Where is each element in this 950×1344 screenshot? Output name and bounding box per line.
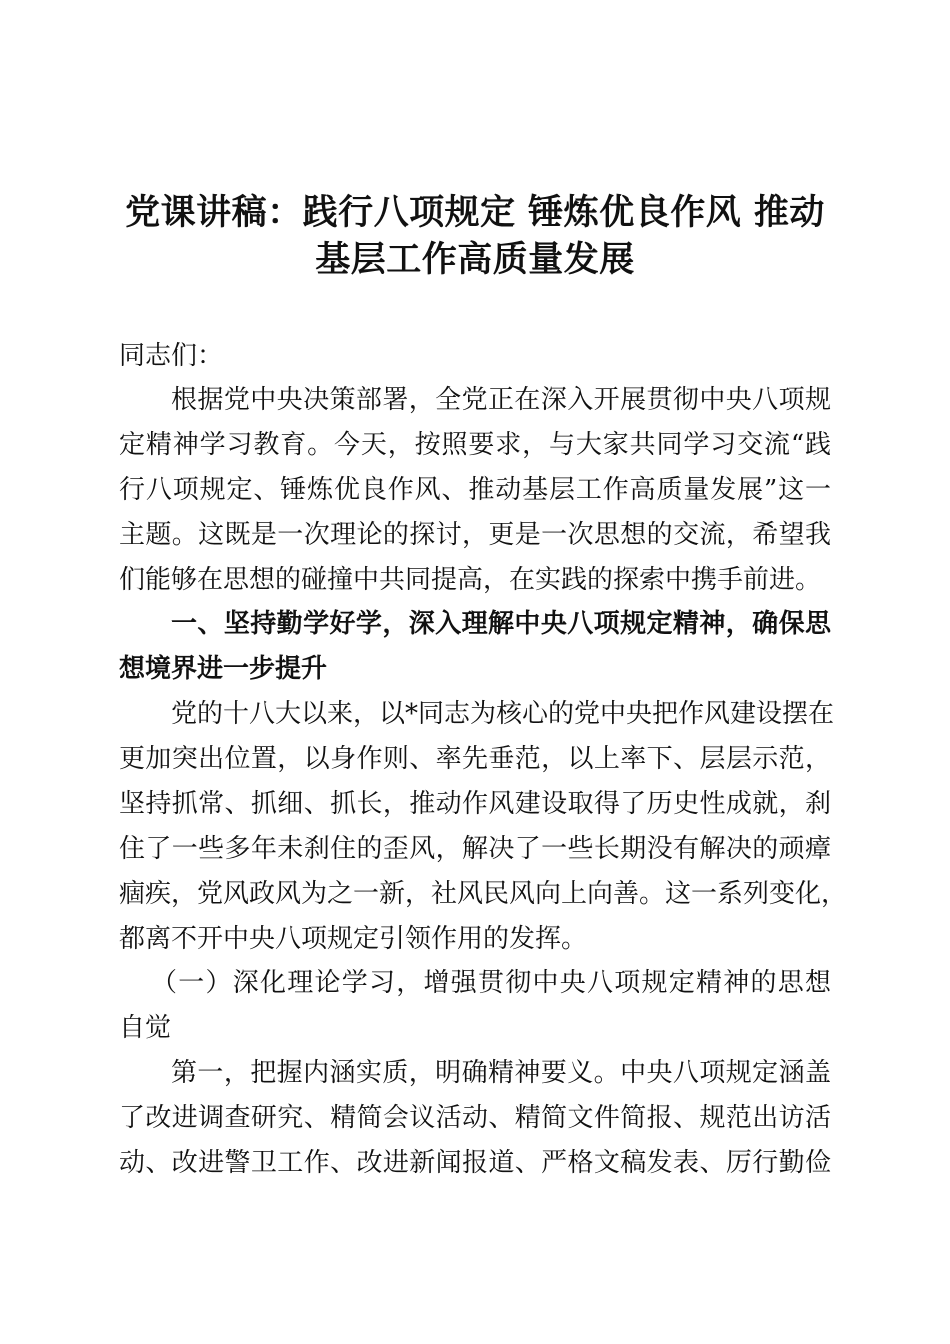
subsection-heading-line: 自觉 (119, 1013, 172, 1043)
body-line: 住了一些多年未刹住的歪风，解决了一些长期没有解决的顽瘴 (119, 834, 831, 864)
body-line: 了改进调查研究、精简会议活动、精简文件简报、规范出访活 (119, 1103, 831, 1133)
body-line: 定精神学习教育。今天，按照要求，与大家共同学习交流“践 (119, 430, 831, 460)
body-line: 痼疾，党风政风为之一新，社风民风向上向善。这一系列变化， (119, 879, 848, 909)
body-line: 动、改进警卫工作、改进新闻报道、严格文稿发表、厉行勤俭 (119, 1148, 831, 1178)
body-line: 坚持抓常、抓细、抓长，推动作风建设取得了历史性成就，刹 (119, 789, 831, 819)
body-line: 行八项规定、锤炼优良作风、推动基层工作高质量发展”这一 (119, 475, 831, 505)
body-line: 更加突出位置，以身作则、率先垂范，以上率下、层层示范， (119, 744, 831, 774)
document-title-line-1: 党课讲稿：践行八项规定 锤炼优良作风 推动 (125, 192, 825, 233)
body-line: 主题。这既是一次理论的探讨，更是一次思想的交流，希望我 (119, 520, 831, 550)
subsection-heading-line: （一）深化理论学习，增强贯彻中央八项规定精神的思想 (151, 968, 831, 998)
body-line: 们能够在思想的碰撞中共同提高，在实践的探索中携手前进。 (119, 565, 822, 595)
body-line: 根据党中央决策部署，全党正在深入开展贯彻中央八项规 (171, 385, 831, 415)
document-title-line-2: 基层工作高质量发展 (315, 239, 635, 280)
section-heading-line: 一、坚持勤学好学，深入理解中央八项规定精神，确保思 (171, 609, 831, 639)
body-line: 第一，把握内涵实质，明确精神要义。中央八项规定涵盖 (171, 1058, 831, 1088)
section-heading-line: 想境界进一步提升 (119, 654, 328, 684)
body-line: 都离不开中央八项规定引领作用的发挥。 (119, 924, 588, 954)
body-line: 党的十八大以来，以*同志为核心的党中央把作风建设摆在 (171, 699, 835, 729)
salutation: 同志们： (119, 341, 224, 371)
